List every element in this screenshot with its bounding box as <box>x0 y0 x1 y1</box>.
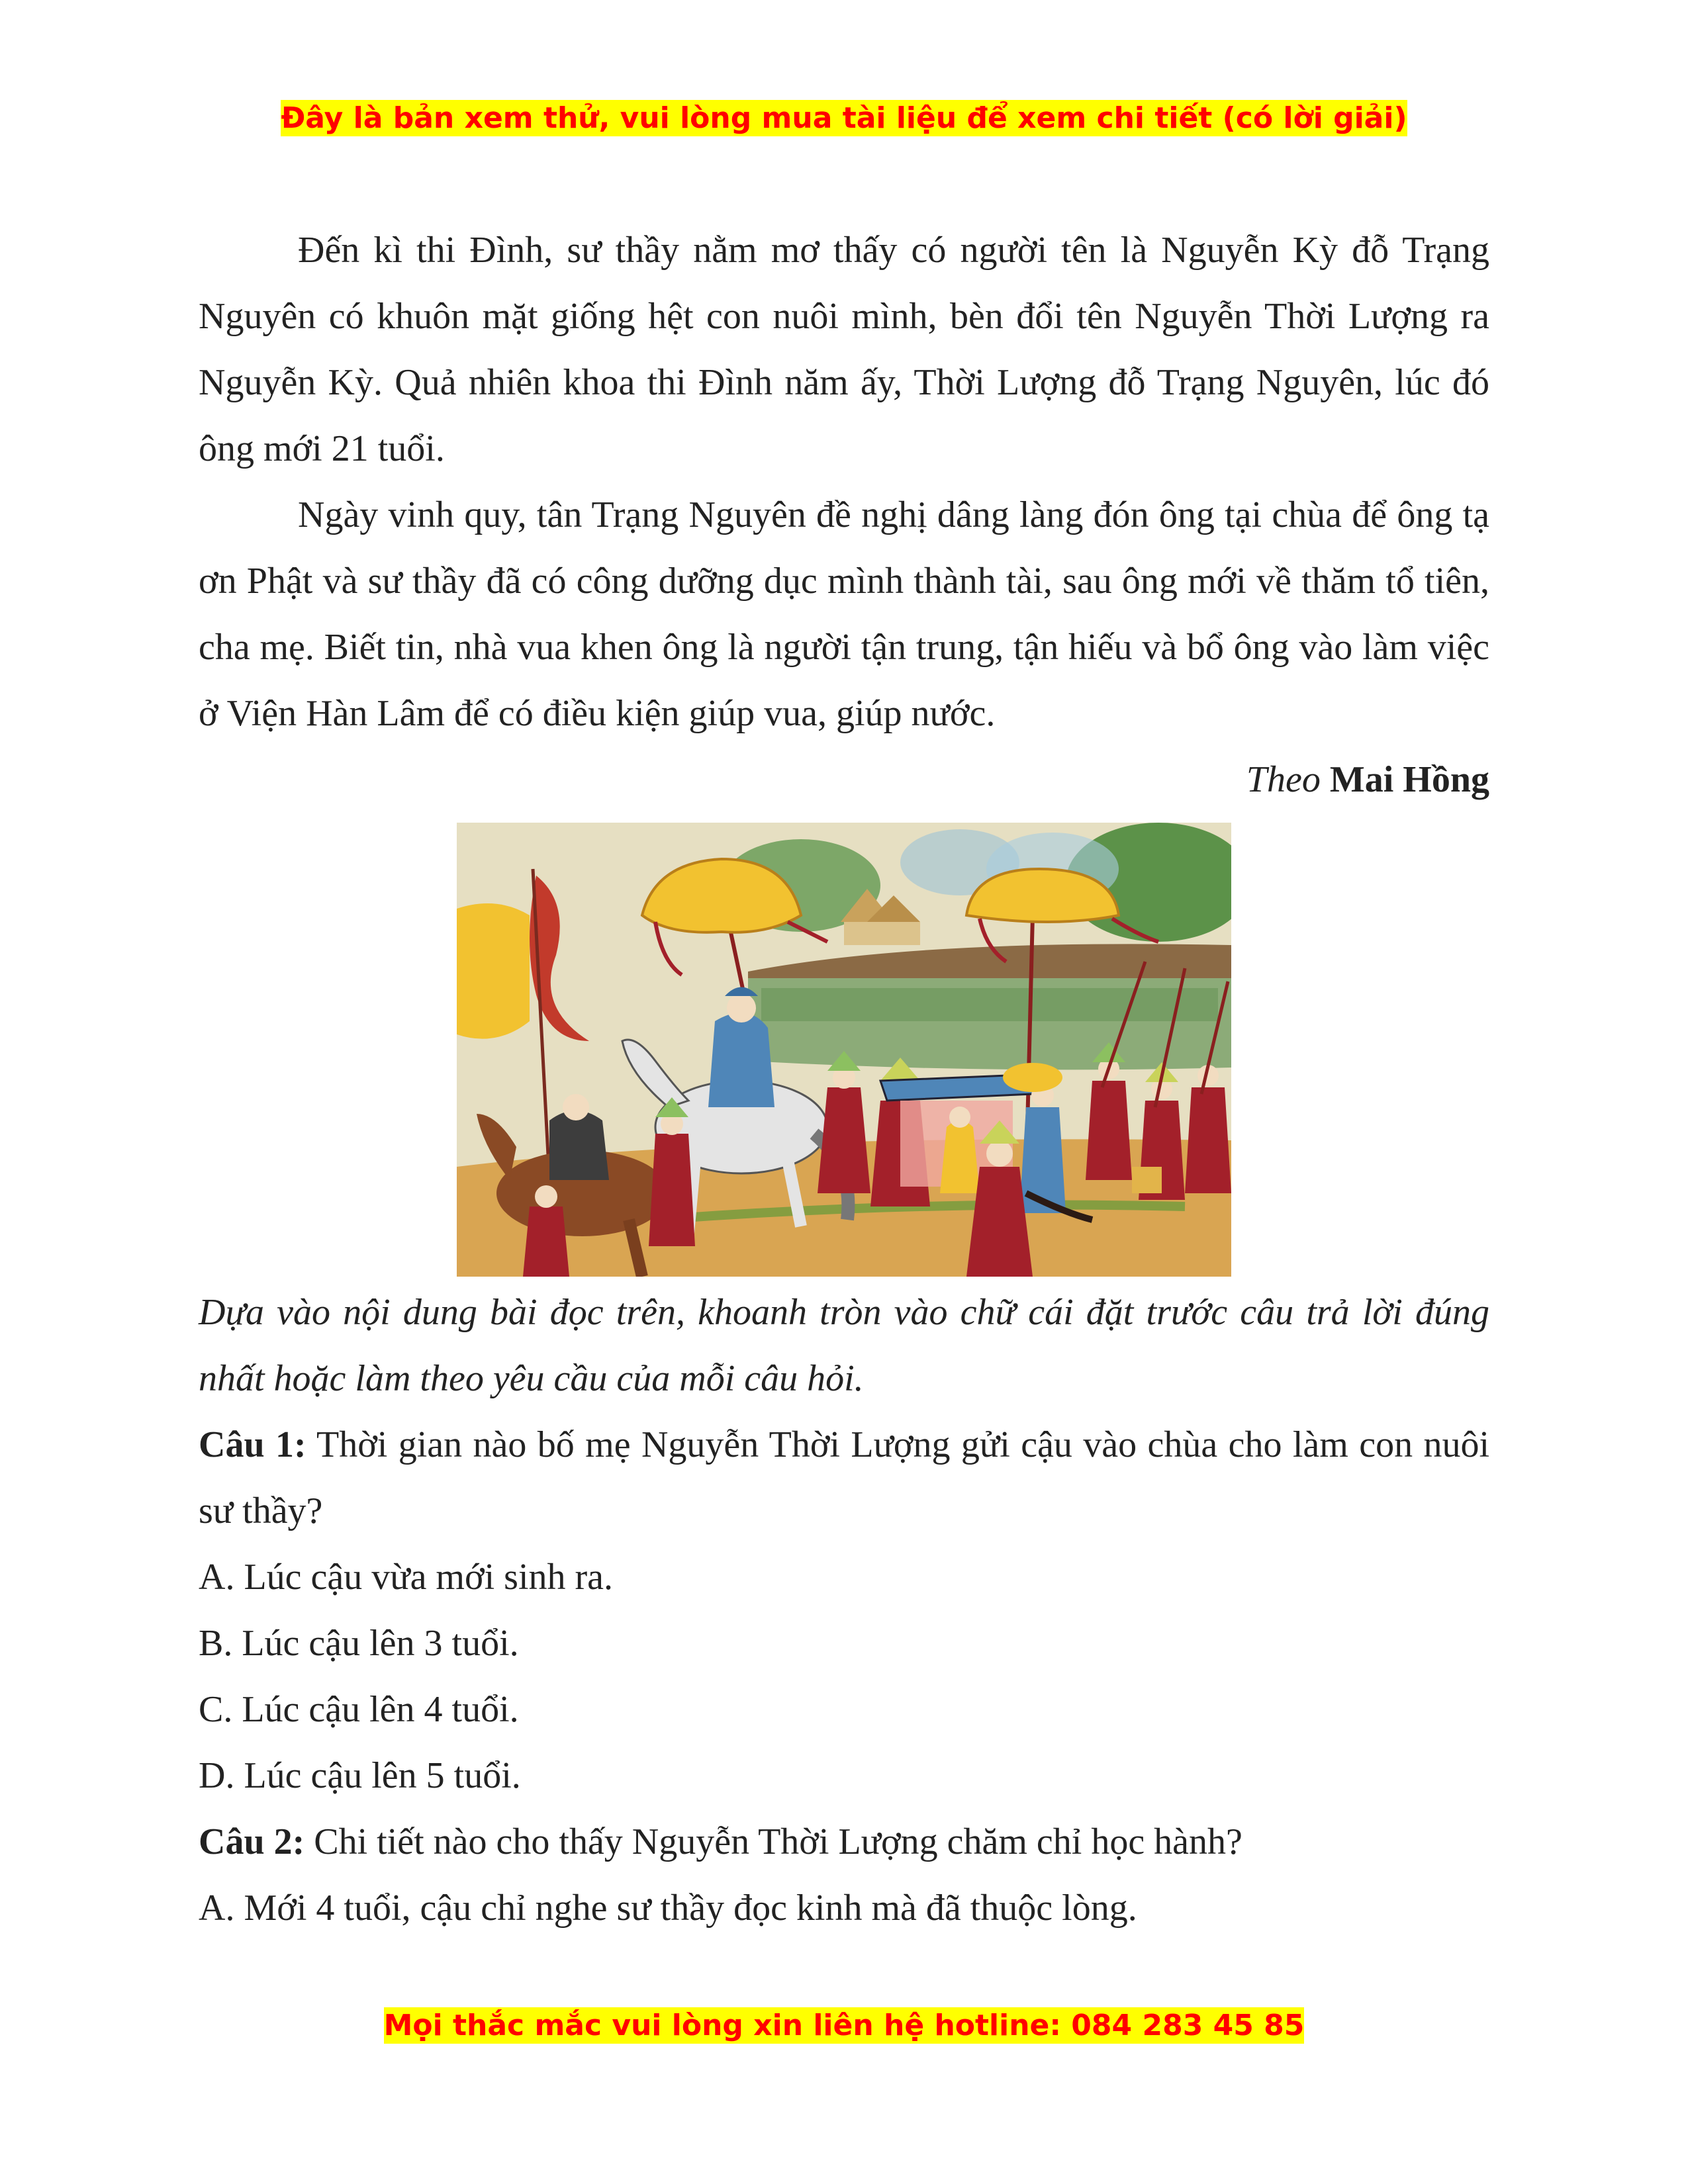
question-1-label: Câu 1: <box>199 1424 306 1465</box>
question-2-label: Câu 2: <box>199 1821 305 1862</box>
hotline-banner <box>0 2005 1688 2046</box>
document-body <box>199 217 1489 1941</box>
question-2-text: Chi tiết nào cho thấy Nguyễn Thời Lượng chăm chỉ học hành? <box>305 1821 1243 1862</box>
byline-prefix: Theo <box>1246 759 1321 800</box>
question-1-option-b[interactable]: B. Lúc cậu lên 3 tuổi. <box>199 1623 519 1664</box>
passage-paragraph: Ngày vinh quy, tân Trạng Nguyên đề nghị dâng làng đón ông tại chùa để ông tạ ơn Phật và sư thầy đã có công dưỡng dục mình thành tài, sau ông mới về thăm tổ tiên, cha mẹ. Biết tin, nhà vua khen ông là người tận trung, tận hiếu và bổ ông vào làm việc ở Viện Hàn Lâm để có điều kiện giúp vua, giúp nước. <box>199 494 1489 734</box>
question-1-option-a[interactable]: A. Lúc cậu vừa mới sinh ra. <box>199 1557 614 1598</box>
question-2 <box>199 1809 1489 1875</box>
instruction-text: Dựa vào nội dung bài đọc trên, khoanh tròn vào chữ cái đặt trước câu trả lời đúng nhất hoặc làm theo yêu cầu của mỗi câu hỏi. <box>199 1292 1489 1399</box>
question-2-option-a[interactable]: A. Mới 4 tuổi, cậu chỉ nghe sư thầy đọc kinh mà đã thuộc lòng. <box>199 1888 1137 1929</box>
procession-painting <box>457 823 1231 1277</box>
figure-container <box>199 813 1489 1279</box>
byline-author: Mai Hồng <box>1329 759 1489 800</box>
question-1-option-c[interactable]: C. Lúc cậu lên 4 tuổi. <box>199 1689 519 1730</box>
preview-notice-banner <box>0 98 1688 139</box>
question-1-option-d[interactable]: D. Lúc cậu lên 5 tuổi. <box>199 1755 521 1796</box>
byline <box>199 747 1489 813</box>
painting-procession-illustration-icon <box>457 823 1231 1277</box>
question-1-text: Thời gian nào bố mẹ Nguyễn Thời Lượng gửi cậu vào chùa cho làm con nuôi sư thầy? <box>199 1424 1490 1531</box>
hotline-text: Mọi thắc mắc vui lòng xin liên hệ hotline: 084 283 45 85 <box>383 2009 1305 2042</box>
passage-paragraph: Đến kì thi Đình, sư thầy nằm mơ thấy có người tên là Nguyễn Kỳ đỗ Trạng Nguyên có khuôn mặt giống hệt con nuôi mình, bèn đổi tên Nguyễn Thời Lượng ra Nguyễn Kỳ. Quả nhiên khoa thi Đình năm ấy, Thời Lượng đỗ Trạng Nguyên, lúc đó ông mới 21 tuổi. <box>199 230 1489 469</box>
preview-notice-text: Đây là bản xem thử, vui lòng mua tài liệu để xem chi tiết (có lời giải) <box>281 101 1407 135</box>
question-1 <box>199 1412 1489 1544</box>
